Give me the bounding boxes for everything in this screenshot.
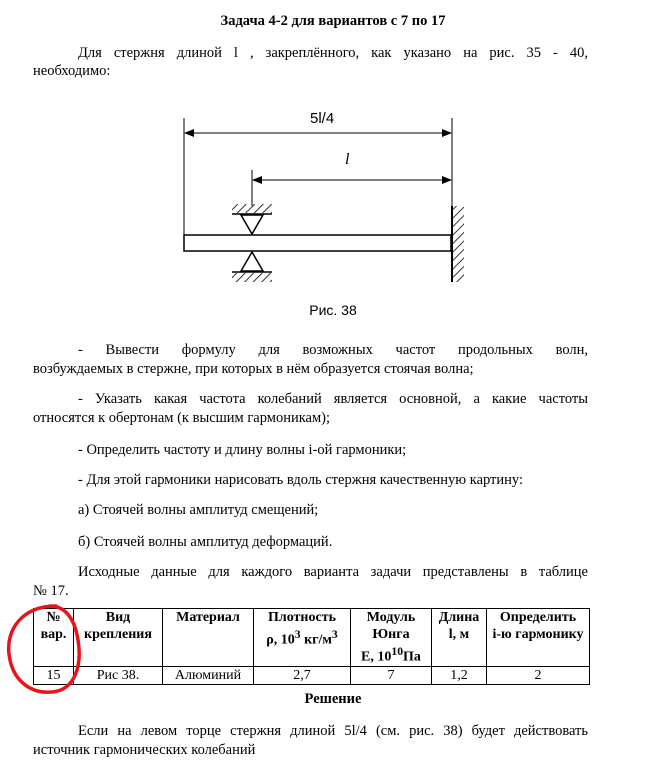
variants-table — [33, 608, 590, 685]
task-1-line-1: - Вывести формулу для возможных частот продольных волн, — [78, 342, 588, 358]
figure-caption: Рис. 38 — [309, 302, 357, 318]
col-material: Материал — [163, 609, 254, 667]
fixed-wall-hatch — [453, 206, 464, 282]
col-density: Плотность ρ, $10^3$ $кг/м^3$ — [254, 609, 351, 667]
col-mount: Вид крепления — [74, 609, 163, 667]
cell-harmonic: 2 — [487, 667, 590, 685]
col-variant: № вар. — [34, 609, 74, 667]
col-harmonic: Определить i-ю гармонику — [487, 609, 590, 667]
cell-length: 1,2 — [432, 667, 487, 685]
col-modulus: Модуль Юнга Е, $10^{10}Па$ — [351, 609, 432, 667]
solution-heading: Решение — [304, 691, 362, 707]
intro-line-1: Для стержня длиной l , закреплённого, как указано на рис. 35 - 40, — [78, 45, 588, 61]
dim-inner-label: l — [345, 151, 350, 168]
page-title: Задача 4-2 для вариантов с 7 по 17 — [220, 13, 446, 29]
col-length: Длина l, м — [432, 609, 487, 667]
table-header-row — [34, 609, 590, 667]
solution-line-1: Если на левом торце стержня длиной 5l/4 (см. рис. 38) будет действовать — [78, 723, 588, 739]
bottom-support-hatch — [232, 273, 272, 282]
task-4b: б) Стоячей волны амплитуд деформаций. — [78, 534, 333, 550]
solution-line-2: источник гармонических колебаний — [33, 742, 256, 758]
task-2-line-1: - Указать какая частота колебаний является основной, а какие частоты — [78, 391, 588, 407]
cell-modulus: 7 — [351, 667, 432, 685]
bottom-support-triangle — [241, 252, 263, 271]
dim-outer-label: 5l/4 — [310, 110, 335, 127]
rod — [184, 235, 451, 251]
task-4a: а) Стоячей волны амплитуд смещений; — [78, 502, 319, 518]
task-4: - Для этой гармоники нарисовать вдоль стержня качественную картину: — [78, 472, 524, 488]
cell-variant: 15 — [34, 667, 74, 685]
task-1-line-2: возбуждаемых в стержне, при которых в нём образуется стоячая волна; — [33, 361, 474, 377]
cell-density: 2,7 — [254, 667, 351, 685]
source-data-line-1: Исходные данные для каждого варианта задачи представлены в таблице — [78, 564, 588, 580]
task-2-line-2: относятся к обертонам (к высшим гармоникам); — [33, 410, 331, 426]
source-data-line-2: № 17. — [33, 583, 69, 599]
top-support-hatch — [232, 204, 272, 213]
figure-38-diagram — [0, 0, 666, 330]
intro-line-2: необходимо: — [33, 63, 111, 79]
top-support-triangle — [241, 215, 263, 234]
cell-material: Алюминий — [163, 667, 254, 685]
cell-mount: Рис 38. — [74, 667, 163, 685]
task-3: - Определить частоту и длину волны i-ой гармоники; — [78, 442, 407, 458]
table-row — [34, 667, 590, 685]
